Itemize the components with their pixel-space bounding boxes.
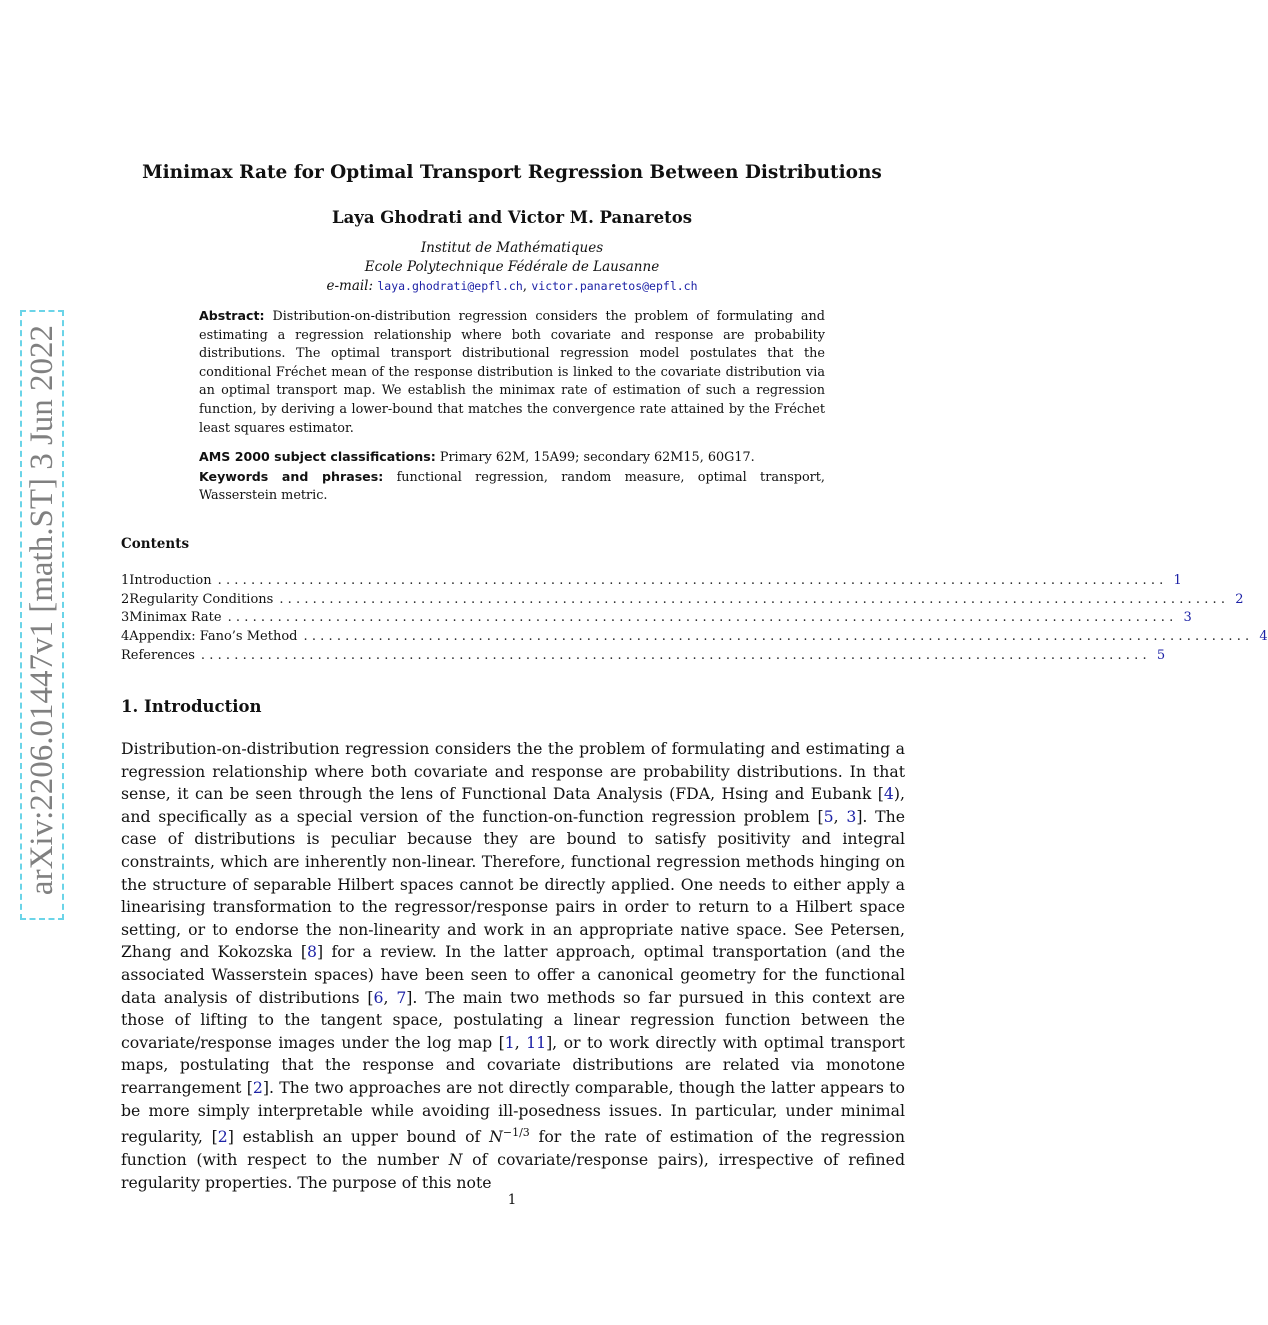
toc-label: Minimax Rate [129,610,222,626]
citation-link[interactable]: 11 [526,1032,547,1052]
paper-authors: Laya Ghodrati and Victor M. Panaretos [331,208,693,227]
affiliation-institute: Institut de Mathématiques [420,240,604,256]
toc-page-link[interactable]: 1 [1173,573,1182,588]
text-run: ]. The case of distributions is peculiar because they are bound to satisfy positivity and integral constraints, which are inherently non-linear. Therefore, functional regression methods hinging on the structure of separable Hilbert spaces cannot be directly applied. One needs to either apply a linearising transformation to the regressor/response pairs in order to return to a Hilbert space setting, or to endorse the non-linearity and work in an appropriate native space. See Petersen, Zhang and Kokozska [ [121,806,905,962]
table-of-contents [121,573,1268,666]
text-run: , [514,1032,527,1052]
page-number: 1 [507,1192,517,1208]
citation-link[interactable]: 2 [217,1127,228,1147]
text-run: of covariate/response pairs), irrespective of refined regularity properties. The purpose of this note [121,1149,905,1192]
toc-entry-regularity-conditions[interactable] [121,591,1244,611]
email-line: e-mail: laya.ghodrati@epfl.ch, victor.panaretos@epfl.ch [326,278,698,294]
toc-page-link[interactable]: 5 [1156,647,1166,663]
citation-link[interactable]: 4 [883,784,894,804]
text-run: Distribution-on-distribution regression considers the the problem of formulating and estimating a regression relationship where both covariate and response are probability distributions. In that sense, it can be seen through the lens of Functional Data Analysis (FDA, Hsing and Eubank [121,739,905,804]
toc-leader-dots: .................................................................................................................. [217,573,1168,588]
email-label: e-mail: [326,278,374,294]
toc-page-link[interactable]: 3 [1183,610,1192,626]
ams-classifications [199,448,825,468]
toc-leader-dots: .................................................................................................................. [303,629,1254,645]
text-run: , [383,987,397,1007]
citation-link[interactable]: 2 [252,1077,263,1097]
contents-heading: Contents [121,536,190,552]
toc-label: Appendix: Fano’s Method [129,629,298,645]
citation-link[interactable]: 1 [504,1032,515,1052]
text-run: ]. The main two methods so far pursued in this context are those of lifting to the tangent space, postulating a linear regression function between the covariate/response images under the log map [ [121,987,905,1052]
math-exponent: −1/3 [502,1126,530,1140]
text-run: ), and specifically as a special version of the function-on-function regression problem [ [121,784,905,826]
introduction-paragraph: Distribution-on-distribution regression considers the the problem of formulating and estimating a regression relationship where both covariate and response are probability distributions. In that sense, it can be seen through the lens of Functional Data Analysis (FDA, Hsing and Eubank [4), and specifically as a special version of the function-on-function regression problem [5, 3]. The case of distributions is peculiar because they are bound to satisfy positivity and integral constraints, which are inherently non-linear. Therefore, functional regression methods hinging on the structure of separable Hilbert spaces cannot be directly applied. One needs to either apply a linearising transformation to the regressor/response pairs in order to return to a Hilbert space setting, or to endorse the non-linearity and work in an appropriate native space. See Petersen, Zhang and Kokozska [8] for a review. In the latter approach, optimal transportation (and the associated Wasserstein spaces) have been seen to offer a canonical geometry for the functional data analysis of distributions [6, 7]. The main two methods so far pursued in this context are those of lifting to the tangent space, postulating a linear regression function between the covariate/response images under the log map [1, 11], or to work directly with optimal transport maps, postulating that the response and covariate distributions are related via monotone rearrangement [2]. The two approaches are not directly comparable, though the latter appears to be more simply interpretable while avoiding ill-posedness issues. In particular, under minimal regularity, [2] establish an upper bound of $N^{-1/3}$ for the rate of estimation of the regression function (with respect to the number N of covariate/response pairs), irrespective of refined regularity properties. The purpose of this note [121,739,906,1192]
text-run: , [833,806,847,826]
math-symbol-n: N [489,1127,503,1147]
toc-label: Regularity Conditions [129,591,274,607]
text-run: ] for a review. In the latter approach, optimal transportation (and the associated Wasserstein spaces) have been seen to offer a canonical geometry for the functional data analysis of distributions [ [121,942,906,1007]
citation-link[interactable]: 8 [307,942,317,962]
keywords-label: Keywords and phrases: [199,468,384,484]
toc-label: References [121,647,195,663]
toc-entry-appendix[interactable] [121,629,1268,648]
toc-number: 4 [121,629,130,645]
paper-title: Minimax Rate for Optimal Transport Regression Between Distributions [142,162,882,183]
arxiv-identifier: arXiv:2206.01447v1 [math.ST] 3 Jun 2022 [24,324,60,896]
toc-leader-dots: .................................................................................................................. [200,647,1151,663]
email-link-panaretos[interactable]: victor.panaretos@epfl.ch [531,279,698,293]
text-run: ]. The two approaches are not directly comparable, though the latter appears to be more simply interpretable while avoiding ill-posedness issues. In particular, under minimal regularity, [ [121,1077,905,1147]
ams-label: AMS 2000 subject classifications: [199,449,436,464]
abstract-label: Abstract: [199,308,265,323]
citation-link[interactable]: 5 [823,806,834,826]
abstract-text: Distribution-on-distribution regression considers the problem of formulating and estimating a regression relationship where both covariate and response are probability distributions. The optimal transport distributional regression model postulates that the conditional Fréchet mean of the response distribution is linked to the covariate distribution via an optimal transport map. We establish the minimax rate of estimation of such a regression function, by deriving a lower-bound that matches the convergence rate attained by the Fréchet least squares estimator. [199,309,825,436]
email-link-ghodrati[interactable]: laya.ghodrati@epfl.ch [377,279,523,293]
toc-leader-dots: .................................................................................................................. [227,610,1178,626]
keywords-text: functional regression, random measure, optimal transport, Wasserstein metric. [199,469,825,504]
toc-entry-references[interactable] [121,647,1166,667]
toc-entry-minimax-rate[interactable] [121,610,1192,629]
text-run: ] establish an upper bound of [227,1127,490,1147]
math-symbol-n: N [448,1149,463,1169]
affiliation-school: Ecole Polytechnique Fédérale de Lausanne [364,259,660,275]
ams-text: Primary 62M, 15A99; secondary 62M15, 60G17. [439,450,755,465]
toc-page-link[interactable]: 2 [1235,591,1244,607]
text-run: for the rate of estimation of the regression function (with respect to the number [121,1127,906,1169]
toc-entry-introduction[interactable] [121,573,1182,592]
section-heading-introduction: 1. Introduction [121,697,262,716]
toc-leader-dots: .................................................................................................................. [279,591,1230,607]
toc-number: 3 [121,610,130,626]
toc-number: 2 [121,591,130,607]
text-run: ], or to work directly with optimal transport maps, postulating that the response and covariate distributions are related via monotone rearrangement [ [121,1032,905,1097]
toc-label: Introduction [129,573,212,588]
toc-number: 1 [121,573,130,588]
classification-block [199,448,825,506]
citation-link[interactable]: 7 [396,987,407,1007]
toc-page-link[interactable]: 4 [1259,629,1268,645]
citation-link[interactable]: 6 [373,987,384,1007]
citation-link[interactable]: 3 [846,806,857,826]
abstract [199,307,825,438]
keywords [199,468,825,506]
